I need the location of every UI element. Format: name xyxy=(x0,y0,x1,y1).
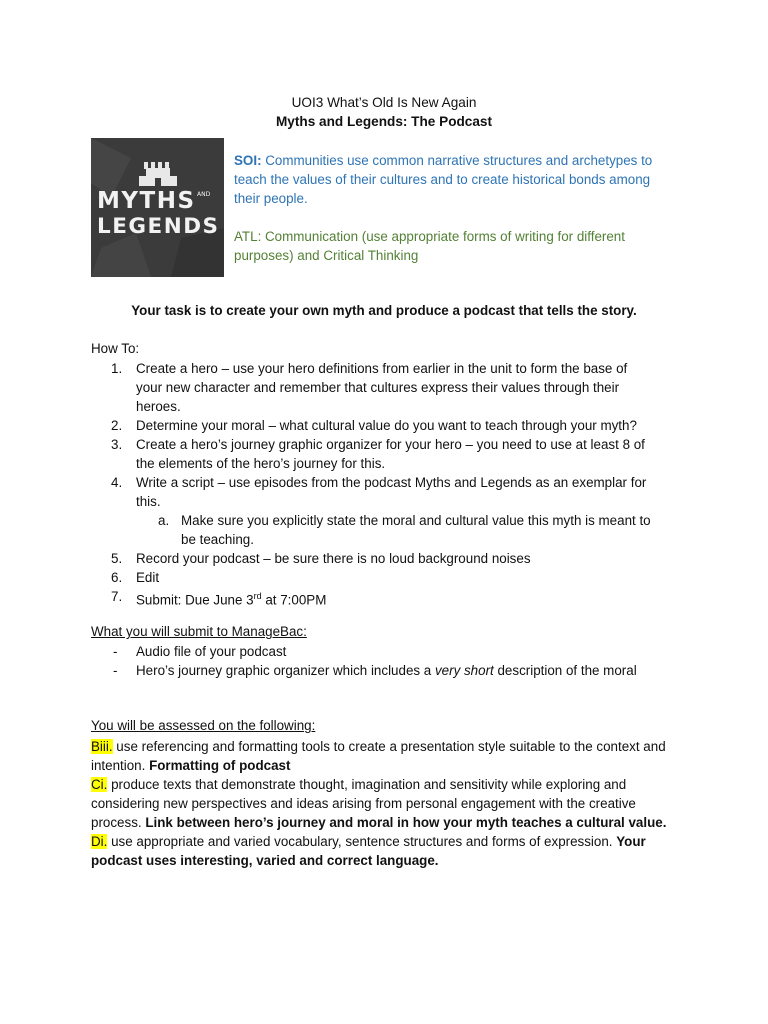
step-text xyxy=(136,587,656,609)
due-time-text: at 7:00PM xyxy=(261,592,327,608)
how-to-heading: How To: xyxy=(91,341,140,356)
step-number: 7. xyxy=(111,589,123,604)
step-text: Create a hero’s journey graphic organizer for your hero – you need to use at least 8 of xyxy=(136,437,645,452)
step-number: 4. xyxy=(111,475,123,490)
criterion-tag: Ci. xyxy=(91,777,108,792)
criterion-focus: Formatting of podcast xyxy=(149,758,291,773)
step-text: your new character and remember that cultures express their values through their xyxy=(136,380,620,395)
substep-text: Make sure you explicitly state the moral and cultural value this myth is meant to xyxy=(181,513,651,528)
assessment-heading: You will be assessed on the following: xyxy=(91,718,316,733)
soi-text: Communities use common narrative structures and archetypes to teach the values of their cultures and to create historical bonds among their people. xyxy=(234,153,653,206)
due-date-text: Submit: Due June 3 xyxy=(136,592,254,608)
statement-of-inquiry xyxy=(234,151,674,208)
criterion-biii xyxy=(91,737,681,775)
project-title: Myths and Legends: The Podcast xyxy=(275,114,493,129)
criterion-di xyxy=(91,832,681,870)
list-item xyxy=(136,663,637,678)
criterion-text: produce texts that demonstrate thought, imagination and sensitivity while exploring and considering new perspectives and ideas arising from personal engagement with the creative process. xyxy=(91,777,636,830)
item-text: description of the moral xyxy=(493,663,637,678)
logo-word-legends: LEGENDS xyxy=(97,214,220,239)
bullet-dash: - xyxy=(113,644,118,659)
atl-skills: ATL: Communication (use appropriate forms of writing for different purposes) and Critical Thinking xyxy=(234,229,625,263)
step-text: Edit xyxy=(136,570,160,585)
ordinal-suffix: rd xyxy=(253,591,262,601)
step-number: 2. xyxy=(111,418,123,433)
submission-heading: What you will submit to ManageBac: xyxy=(91,624,307,639)
item-emphasis: very short xyxy=(434,663,494,678)
step-text: Write a script – use episodes from the podcast Myths and Legends as an exemplar for xyxy=(136,475,647,490)
logo-word-and: AND xyxy=(197,191,211,198)
substep-text: be teaching. xyxy=(181,532,254,547)
substep-letter: a. xyxy=(158,513,170,528)
step-text: the elements of the hero’s journey for this. xyxy=(136,456,386,471)
criterion-text: use appropriate and varied vocabulary, sentence structures and forms of expression. xyxy=(107,834,617,849)
criterion-tag: Biii. xyxy=(91,739,113,754)
criterion-focus: Your podcast uses interesting, varied and correct language. xyxy=(91,834,646,868)
logo-word-myths: MYTHS xyxy=(97,188,196,214)
bullet-dash: - xyxy=(113,663,118,678)
criterion-tag: Di. xyxy=(91,834,108,849)
step-text: Determine your moral – what cultural value do you want to teach through your myth? xyxy=(136,418,637,433)
step-text: Create a hero – use your hero definitions from earlier in the unit to form the base of xyxy=(136,361,628,376)
step-text: this. xyxy=(136,494,161,509)
list-item: Audio file of your podcast xyxy=(136,644,287,659)
step-number: 5. xyxy=(111,551,123,566)
criterion-text: use referencing and formatting tools to create a presentation style suitable to the context and intention. xyxy=(91,739,666,773)
step-number: 1. xyxy=(111,361,123,376)
step-number: 6. xyxy=(111,570,123,585)
step-text: heroes. xyxy=(136,399,181,414)
item-text: Hero’s journey graphic organizer which includes a xyxy=(136,663,435,678)
unit-title: UOI3 What’s Old Is New Again xyxy=(291,95,477,110)
step-number: 3. xyxy=(111,437,123,452)
criterion-ci xyxy=(91,775,681,832)
myths-and-legends-logo xyxy=(91,138,224,277)
step-text: Record your podcast – be sure there is no loud background noises xyxy=(136,551,531,566)
soi-label: SOI: xyxy=(234,153,262,168)
criterion-focus: Link between hero’s journey and moral in how your myth teaches a cultural value. xyxy=(145,815,667,830)
task-statement: Your task is to create your own myth and produce a podcast that tells the story. xyxy=(131,303,637,318)
